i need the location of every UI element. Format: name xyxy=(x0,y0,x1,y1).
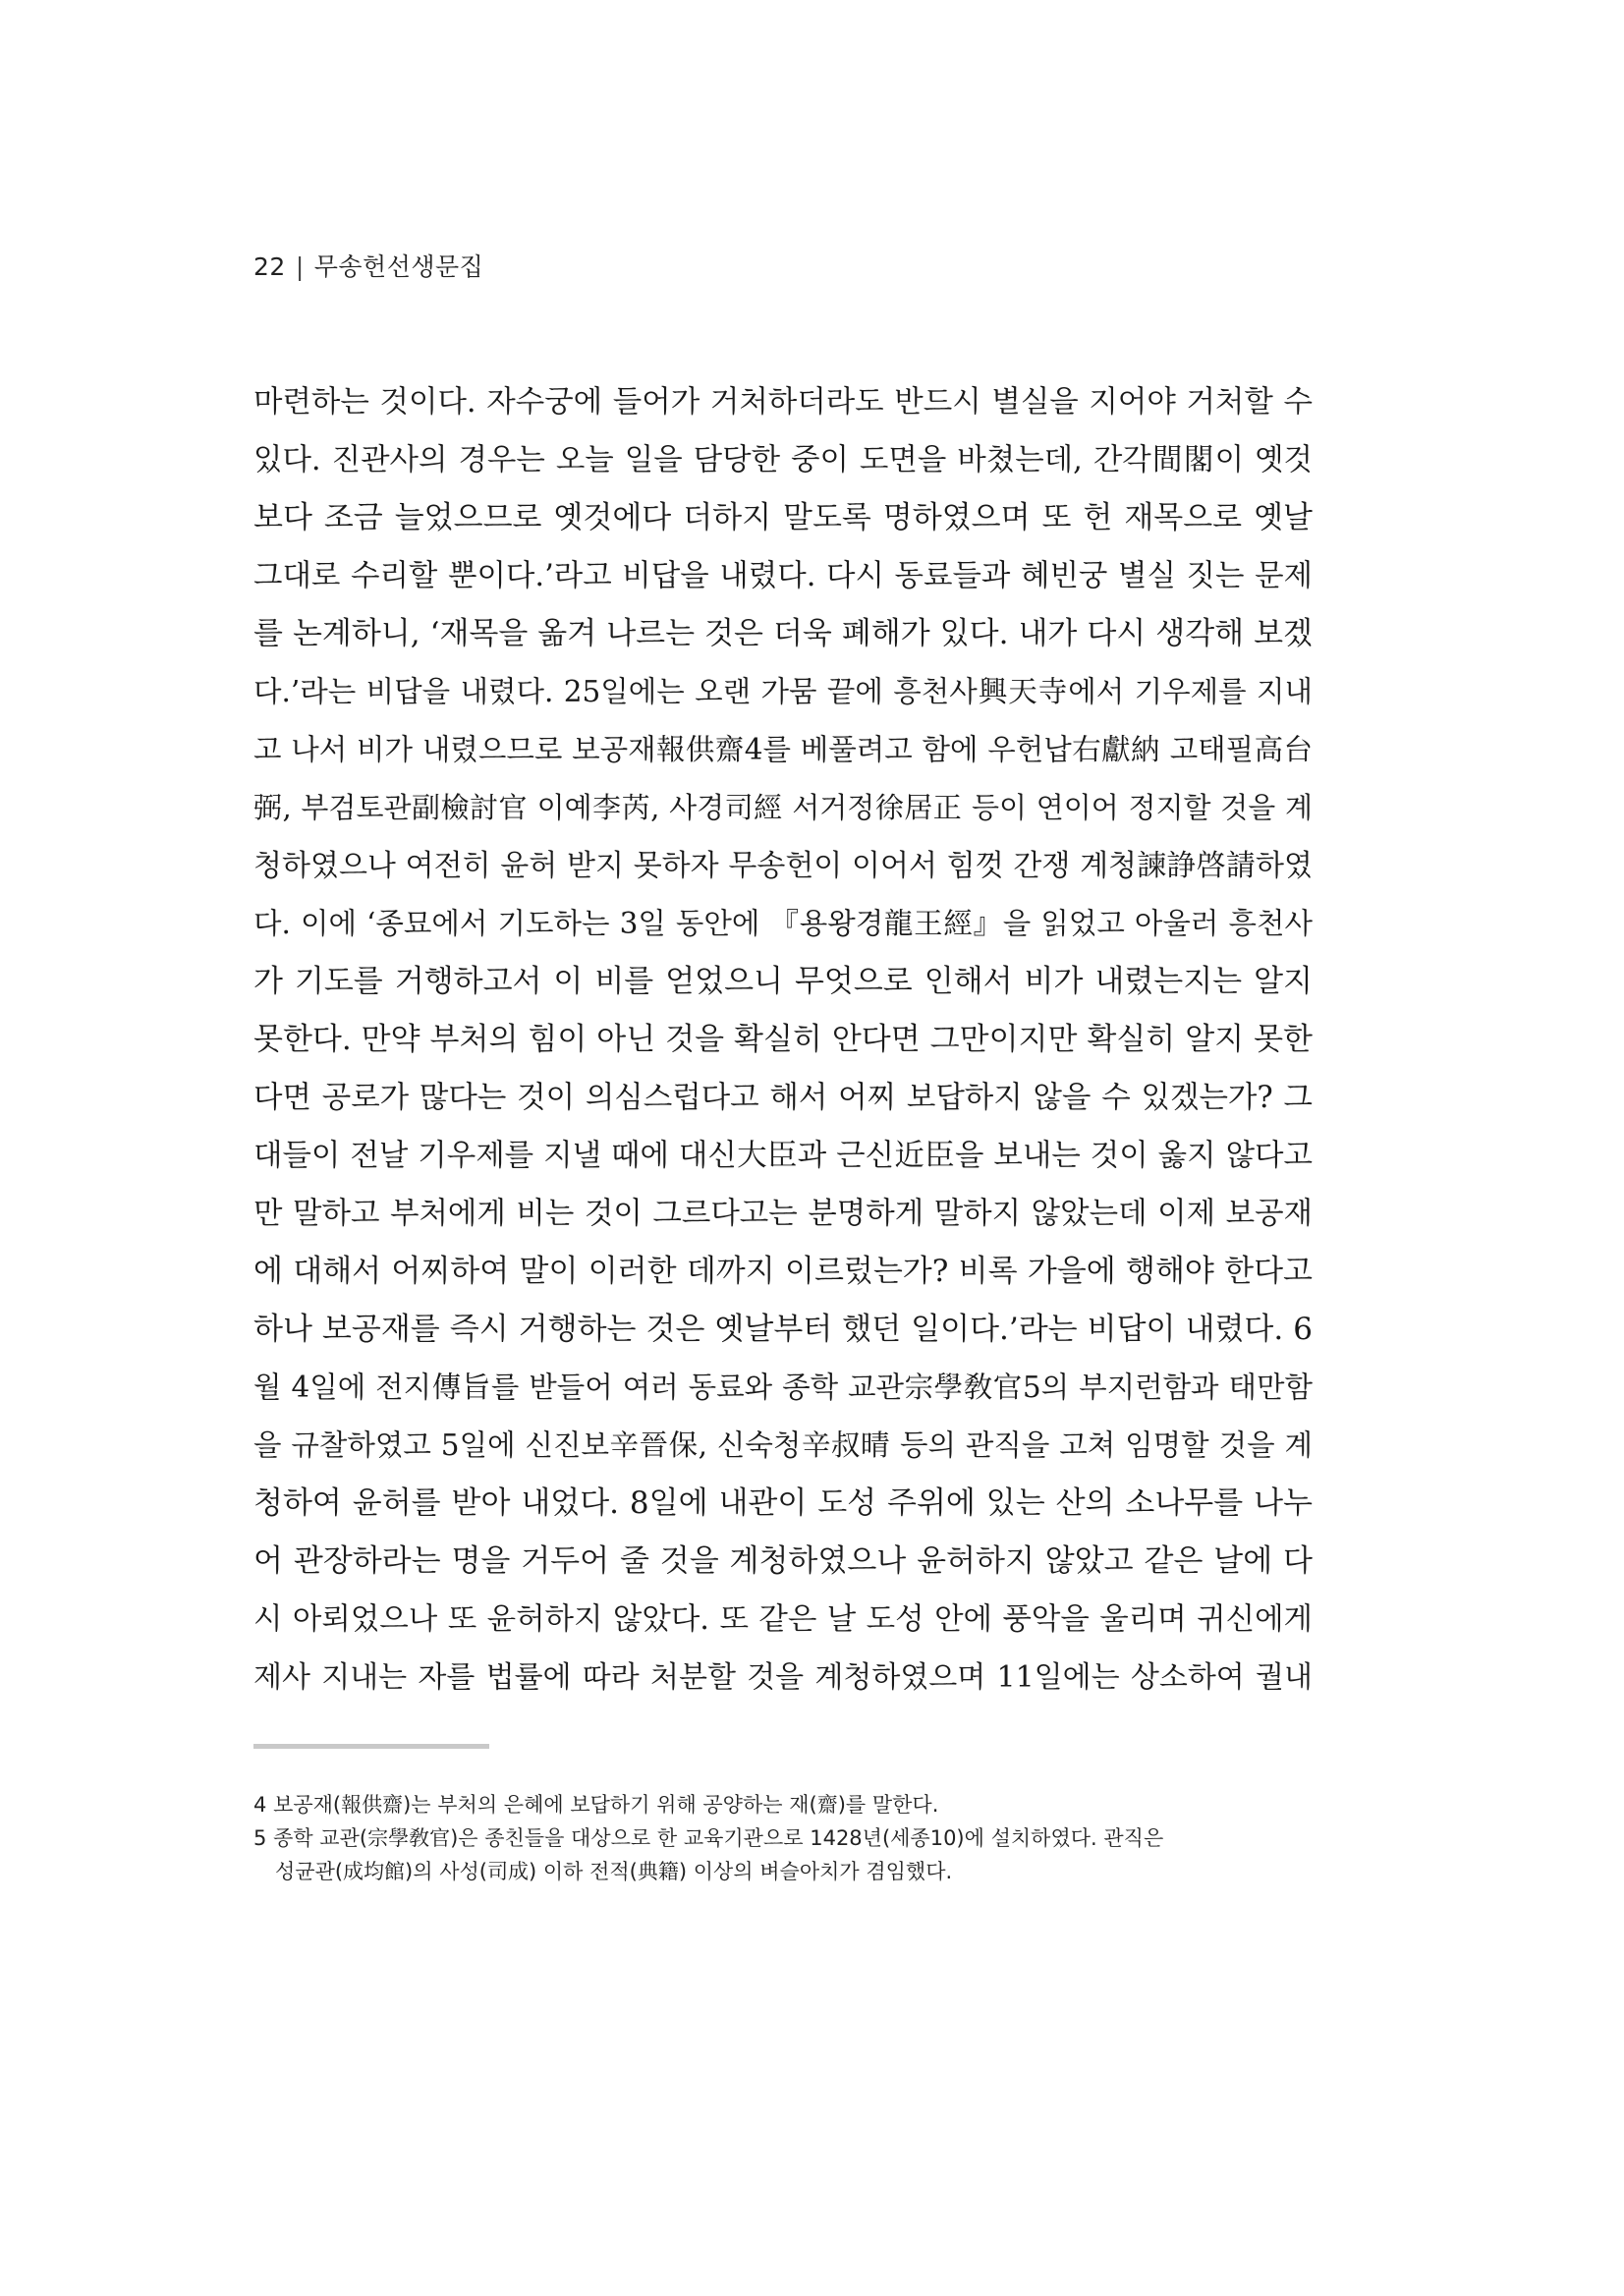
book-title: 무송헌선생문집 xyxy=(313,252,484,281)
text-line: 弼, 부검토관副檢討官 이예李芮, 사경司經 서거정徐居正 등이 연이어 정지할 것을 계 xyxy=(253,791,1313,824)
body-text xyxy=(253,373,1313,1707)
text-line: 있다. 진관사의 경우는 오늘 일을 담당한 중이 도면을 바쳤는데, 간각間閣이 옛것 xyxy=(253,443,1313,477)
footnote-text: 보공재(報供齋)는 부처의 은혜에 보답하기 위해 공양하는 재(齋)를 말한다. xyxy=(273,1793,939,1817)
footnote-number: 5 xyxy=(253,1826,267,1850)
text-line: 를 논계하니, ‘재목을 옮겨 나르는 것은 더욱 폐해가 있다. 내가 다시 생각해 보겠 xyxy=(253,616,1313,651)
text-line: 에 대해서 어찌하여 말이 이러한 데까지 이르렀는가? 비록 가을에 행해야 한다고 xyxy=(253,1254,1313,1289)
text-line: 그대로 수리할 뿐이다.’라고 비답을 내렸다. 다시 동료들과 혜빈궁 별실 짓는 문제 xyxy=(253,559,1313,593)
text-line: 시 아뢰었으나 또 윤허하지 않았다. 또 같은 날 도성 안에 풍악을 울리며 귀신에게 xyxy=(253,1602,1313,1637)
footnote-number: 4 xyxy=(253,1793,267,1817)
header-separator: | xyxy=(295,252,305,281)
text-line: 가 기도를 거행하고서 이 비를 얻었으니 무엇으로 인해서 비가 내렸는지는 알지 xyxy=(253,964,1313,999)
text-line: 제사 지내는 자를 법률에 따라 처분할 것을 계청하였으며 11일에는 상소하여 궐내 xyxy=(253,1660,1313,1695)
text-line: 고 나서 비가 내렸으므로 보공재報供齋4를 베풀려고 함에 우헌납右獻納 고태필高台 xyxy=(253,733,1313,766)
footnote-5 xyxy=(253,1821,1313,1855)
text-line: 다면 공로가 많다는 것이 의심스럽다고 해서 어찌 보답하지 않을 수 있겠는가? 그 xyxy=(253,1081,1313,1115)
text-line: 청하였으나 여전히 윤허 받지 못하자 무송헌이 이어서 힘껏 간쟁 계청諫諍啓請하였 xyxy=(253,849,1313,883)
page-number: 22 xyxy=(253,252,286,281)
running-header xyxy=(253,248,483,283)
footnote-5-continuation: 성균관(成均館)의 사성(司成) 이하 전적(典籍) 이상의 벼슬아치가 겸임했다. xyxy=(275,1860,953,1883)
footnotes xyxy=(253,1788,1313,1888)
text-line: 다. 이에 ‘종묘에서 기도하는 3일 동안에 『용왕경龍王經』을 읽었고 아울러 흥천사 xyxy=(253,907,1313,940)
footnote-4 xyxy=(253,1788,1313,1821)
text-line: 마련하는 것이다. 자수궁에 들어가 거처하더라도 반드시 별실을 지어야 거처할 수 xyxy=(253,385,1313,420)
text-line: 어 관장하라는 명을 거두어 줄 것을 계청하였으나 윤허하지 않았고 같은 날에 다 xyxy=(253,1543,1313,1579)
text-line: 하나 보공재를 즉시 거행하는 것은 옛날부터 했던 일이다.’라는 비답이 내렸다. 6 xyxy=(253,1312,1313,1347)
text-line: 못한다. 만약 부처의 힘이 아닌 것을 확실히 안다면 그만이지만 확실히 알지 못한 xyxy=(253,1022,1313,1057)
text-line: 대들이 전날 기우제를 지낼 때에 대신大臣과 근신近臣을 보내는 것이 옳지 않다고 xyxy=(253,1139,1313,1173)
text-line: 만 말하고 부처에게 비는 것이 그르다고는 분명하게 말하지 않았는데 이제 보공재 xyxy=(253,1197,1313,1231)
text-line: 보다 조금 늘었으므로 옛것에다 더하지 말도록 명하였으며 또 헌 재목으로 옛날 xyxy=(253,500,1313,535)
footnote-divider xyxy=(253,1744,489,1749)
text-line: 월 4일에 전지傳旨를 받들어 여러 동료와 종학 교관宗學敎官5의 부지런함과 태만함 xyxy=(253,1371,1313,1404)
text-line: 다.’라는 비답을 내렸다. 25일에는 오랜 가뭄 끝에 흥천사興天寺에서 기우제를 지내 xyxy=(253,675,1313,708)
footnote-text: 종학 교관(宗學敎官)은 종친들을 대상으로 한 교육기관으로 1428년(세종10)에 설치하였다. 관직은 xyxy=(273,1826,1164,1850)
text-line: 청하여 윤허를 받아 내었다. 8일에 내관이 도성 주위에 있는 산의 소나무를 나누 xyxy=(253,1485,1313,1521)
text-line: 을 규찰하였고 5일에 신진보辛晉保, 신숙청辛叔晴 등의 관직을 고쳐 임명할 것을 계 xyxy=(253,1428,1313,1462)
